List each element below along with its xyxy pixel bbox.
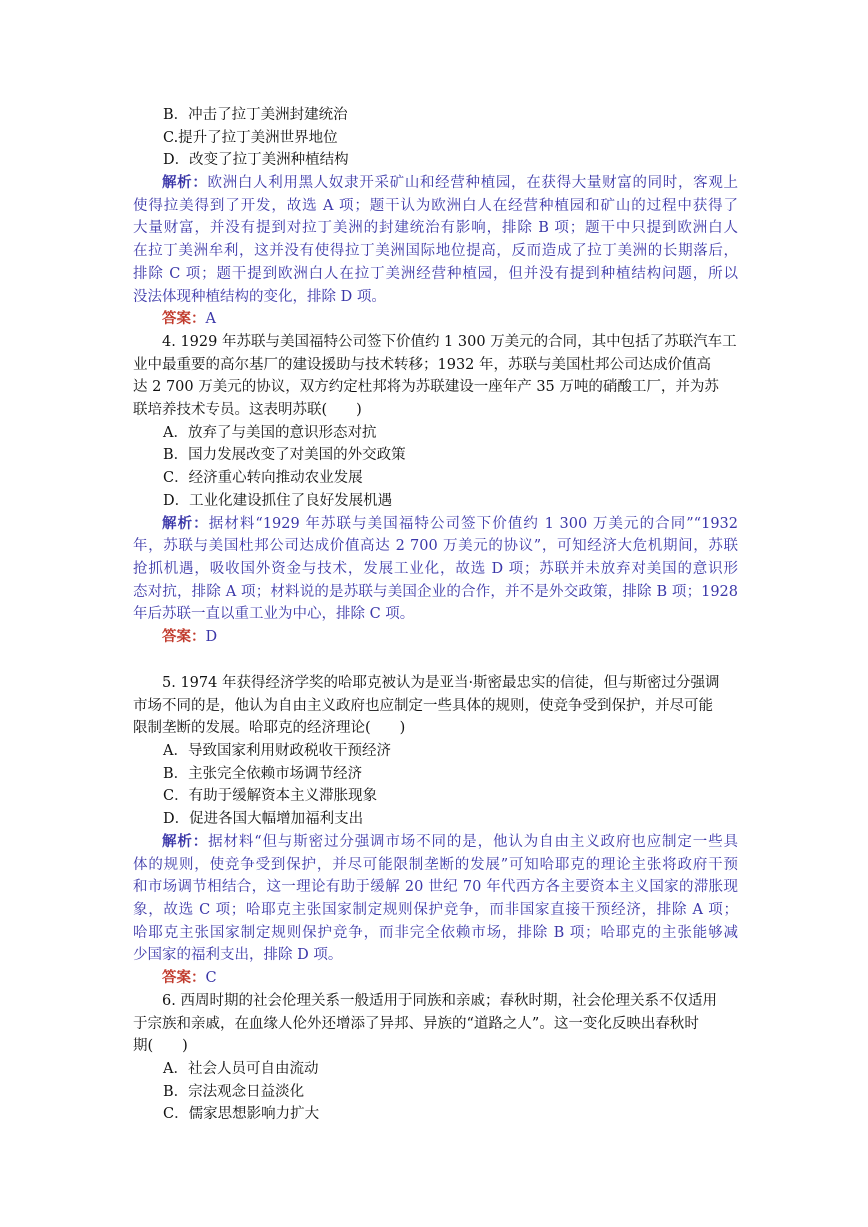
analysis-text: 年，苏联与美国杜邦公司达成价值高达 2 700 万美元的协议”，可知经济大危机期间，苏联 [133,538,738,555]
option-a: A．导致国家利用财政税收干预经济 [163,743,391,760]
question-stem: 于宗族和亲戚，在血缘人伦外还增添了异邦、异族的“道路之人”。这一变化反映出春秋时 [133,1015,699,1032]
analysis-text: 在拉丁美洲牟利，这并没有使得拉丁美洲国际地位提高，反而造成了拉丁美洲的长期落后， [133,243,738,260]
analysis-text: 象，故选 C 项；哈耶克主张国家制定规则保护竞争，而非国家直接干预经济，排除 A 项； [133,901,738,918]
analysis-text: 使得拉美得到了开发，故选 A 项；题干认为欧洲白人在经营种植园和矿山的过程中获得了 [133,197,738,214]
option-c: C.提升了拉丁美洲世界地位 [163,129,338,146]
answer-value: C [205,969,217,986]
question-stem: 6. 西周时期的社会伦理关系一般适用于同族和亲戚；春秋时期，社会伦理关系不仅适用 [162,993,717,1009]
analysis-text: 哈耶克主张国家制定规则保护竞争，而非完全依赖市场，排除 B 项；哈耶克的主张能够减 [133,924,738,941]
analysis-text: 据材料“但与斯密过分强调市场不同的是，他认为自由主义政府也应制定一些具 [208,833,738,850]
answer [133,967,738,990]
question-4 [133,331,738,649]
answer-label: 答案： [162,627,206,645]
option-c: C．有助于缓解资本主义滞胀现象 [163,788,378,805]
analysis [133,513,738,626]
option-c: C．经济重心转向推动农业发展 [163,470,363,487]
analysis-text: 大量财富，并没有提到对拉丁美洲的封建统治有影响，排除 B 项；题干中只提到欧洲白人 [133,220,738,237]
question-3 [133,104,738,331]
analysis [133,172,738,308]
answer-label: 答案： [162,310,206,328]
analysis-text: 体的规则，使竞争受到保护，并尽可能限制垄断的发展”可知哈耶克的理论主张将政府干预 [133,856,738,873]
question-stem: 期( ) [133,1038,188,1055]
analysis-text: 年后苏联一直以重工业为中心，排除 C 项。 [133,606,415,623]
option-b: B．宗法观念日益淡化 [163,1083,305,1100]
answer-value: D [205,628,218,645]
option-b: B．国力发展改变了对美国的外交政策 [163,447,406,464]
analysis-label: 解析： [162,514,209,532]
answer [133,626,738,649]
option-d: D．工业化建设抓住了良好发展机遇 [163,492,393,509]
analysis-text: 态对抗，排除 A 项；材料说的是苏联与美国企业的合作，并不是外交政策，排除 B 项；1928 [133,583,738,600]
answer-label: 答案： [162,968,206,986]
analysis-text: 没法体现种植结构的变化，排除 D 项。 [133,288,386,305]
analysis-label: 解析： [162,832,209,850]
option-b: B．冲击了拉丁美洲封建统治 [163,107,348,123]
analysis-label: 解析： [162,174,208,192]
question-stem: 市场不同的是，他认为自由主义政府也应制定一些具体的规则，使竞争受到保护，并尽可能 [133,697,713,714]
question-stem: 联培养技术专员。这表明苏联( ) [133,402,362,419]
analysis-text: 排除 C 项；题干提到欧洲白人在拉丁美洲经营种植园，但并没有提到种植结构问题，所以 [133,265,738,282]
question-stem: 业中最重要的高尔基厂的建设援助与技术转移；1932 年，苏联与美国杜邦公司达成价值高 [133,356,712,373]
question-stem: 5. 1974 年获得经济学奖的哈耶克被认为是亚当·斯密最忠实的信徒，但与斯密过分强调 [162,675,720,691]
analysis-text: 欧洲白人利用黑人奴隶开采矿山和经营种植园，在获得大量财富的同时，客观上 [207,175,739,192]
analysis-text: 据材料“1929 年苏联与美国福特公司签下价值约 1 300 万美元的合同”“1932 [208,515,739,532]
answer [133,308,738,331]
answer-value: A [205,311,216,328]
question-stem: 4. 1929 年苏联与美国福特公司签下价值约 1 300 万美元的合同，其中包括了苏联汽车工 [162,334,737,350]
question-5 [133,672,738,990]
question-stem: 限制垄断的发展。哈耶克的经济理论( ) [133,720,406,737]
analysis-text: 抢抓机遇，吸收国外资金与技术，发展工业化，故选 D 项；苏联并未放弃对美国的意识形 [133,560,738,577]
option-c: C．儒家思想影响力扩大 [163,1106,320,1123]
option-a: A．社会人员可自由流动 [163,1061,319,1078]
option-a: A．放弃了与美国的意识形态对抗 [163,424,377,441]
option-b: B．主张完全依赖市场调节经济 [163,765,363,782]
option-d: D．改变了拉丁美洲种植结构 [163,152,349,169]
analysis [133,831,738,967]
option-d: D．促进各国大幅增加福利支出 [163,811,364,828]
analysis-text: 和市场调节相结合，这一理论有助于缓解 20 世纪 70 年代西方各主要资本主义国家的滞胀现 [133,879,738,896]
question-6 [133,990,738,1126]
analysis-text: 少国家的福利支出，排除 D 项。 [133,947,343,964]
question-stem: 达 2 700 万美元的协议，双方约定杜邦将为苏联建设一座年产 35 万吨的硝酸工厂，并为苏 [133,379,719,396]
